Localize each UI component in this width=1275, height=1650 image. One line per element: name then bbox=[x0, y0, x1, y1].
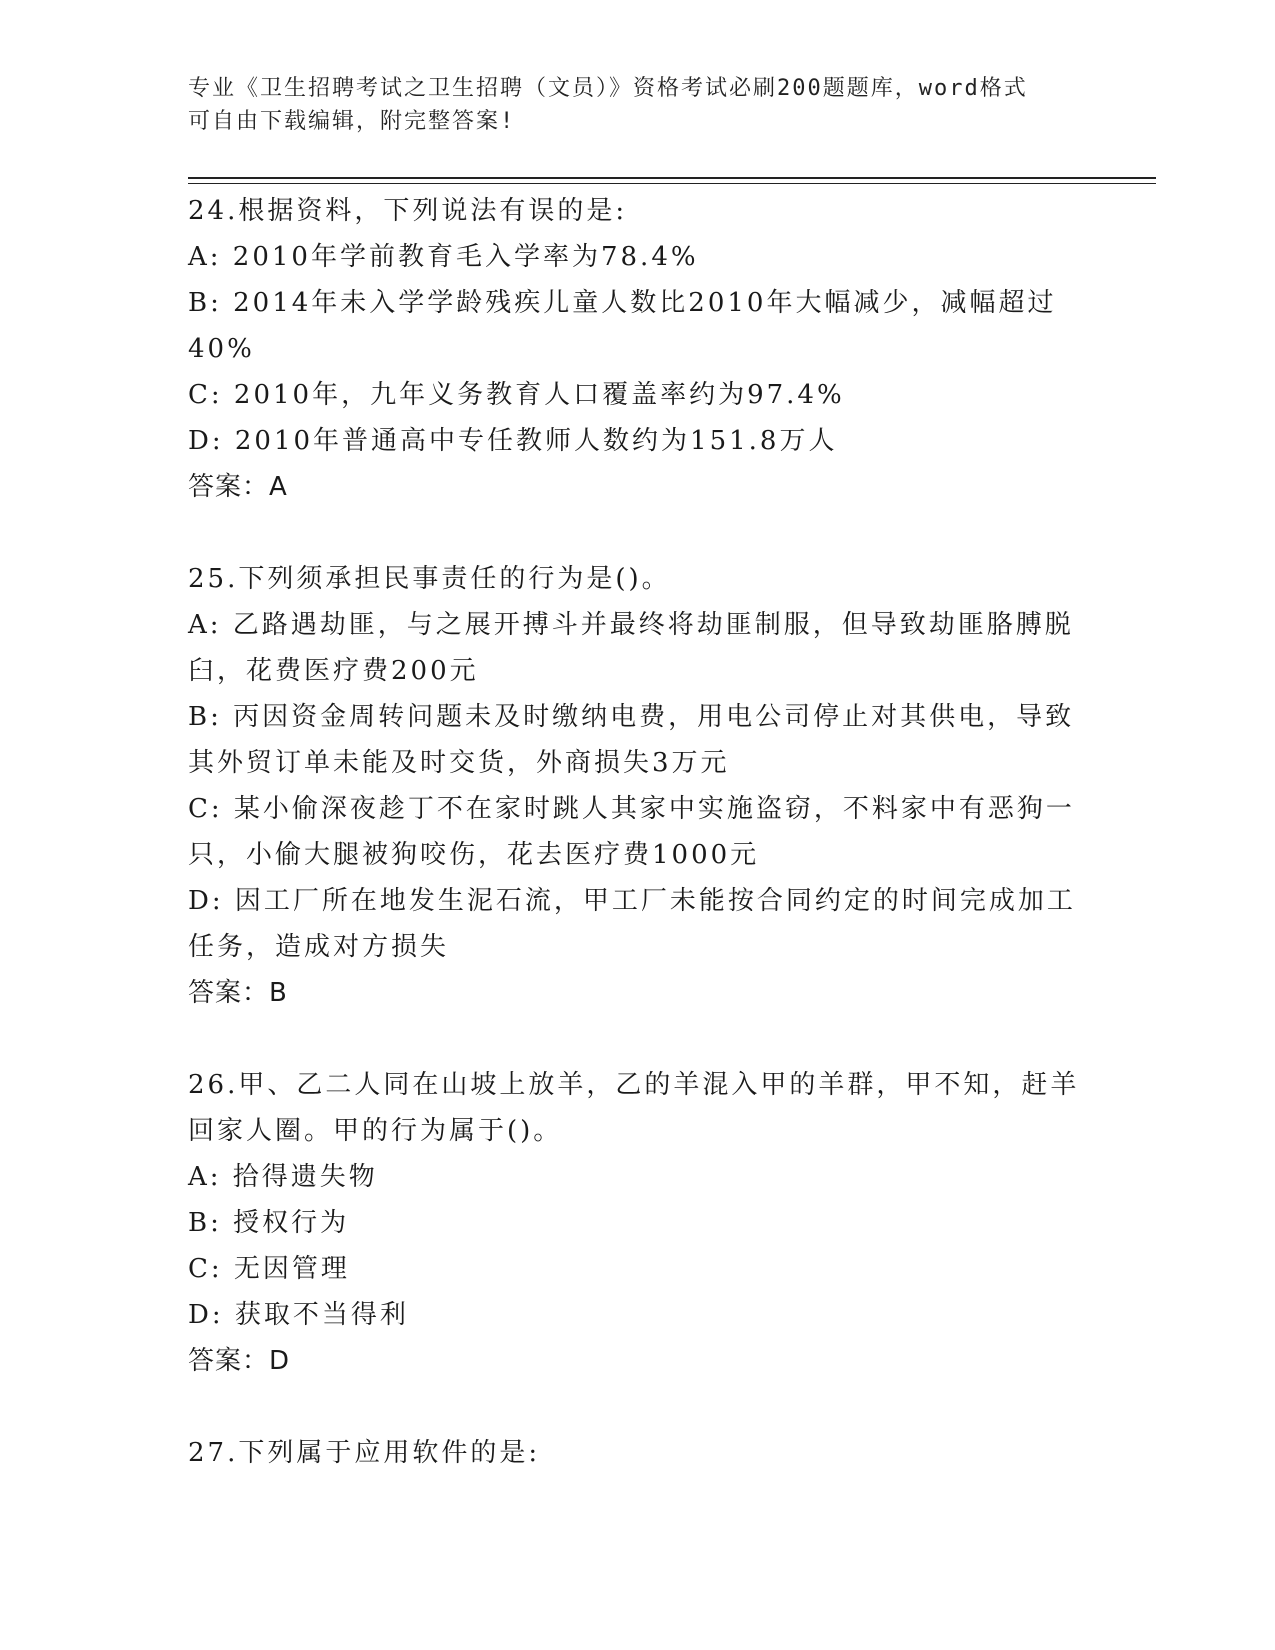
option-d: D: 因工厂所在地发生泥石流，甲工厂未能按合同约定的时间完成加工任务，造成对方损失 bbox=[188, 886, 1076, 962]
answer-line: 答案：A bbox=[188, 472, 288, 502]
question-24 bbox=[188, 188, 1088, 510]
question-stem: 24.根据资料，下列说法有误的是: bbox=[188, 196, 628, 226]
question-25 bbox=[188, 556, 1088, 1016]
question-stem: 27.下列属于应用软件的是: bbox=[188, 1438, 541, 1468]
option-b: B: 2014年未入学学龄残疾儿童人数比2010年大幅减少，减幅超过40% bbox=[188, 288, 1057, 364]
header-divider bbox=[188, 177, 1156, 179]
option-c: C: 无因管理 bbox=[188, 1254, 350, 1284]
option-d: D: 获取不当得利 bbox=[188, 1300, 409, 1330]
header-line-2: 可自由下载编辑，附完整答案! bbox=[188, 109, 516, 134]
answer-line: 答案：B bbox=[188, 978, 288, 1008]
question-stem: 25.下列须承担民事责任的行为是()。 bbox=[188, 564, 671, 594]
option-c: C: 某小偷深夜趁丁不在家时跳人其家中实施盗窃，不料家中有恶狗一只，小偷大腿被狗咬伤，花去医疗费1000元 bbox=[188, 794, 1075, 870]
option-d: D: 2010年普通高中专任教师人数约为151.8万人 bbox=[188, 426, 838, 456]
question-list bbox=[188, 188, 1088, 1522]
option-c: C: 2010年，九年义务教育人口覆盖率约为97.4% bbox=[188, 380, 845, 410]
option-b: B: 丙因资金周转问题未及时缴纳电费，用电公司停止对其供电，导致其外贸订单未能及时交货，外商损失3万元 bbox=[188, 702, 1075, 778]
option-a: A: 2010年学前教育毛入学率为78.4% bbox=[188, 242, 699, 272]
header-line-1: 专业《卫生招聘考试之卫生招聘（文员）》资格考试必刷200题题库，word格式 bbox=[188, 76, 1028, 101]
document-header bbox=[188, 72, 1068, 138]
option-a: A: 乙路遇劫匪，与之展开搏斗并最终将劫匪制服，但导致劫匪胳膊脱臼，花费医疗费200元 bbox=[188, 610, 1074, 686]
answer-line: 答案：D bbox=[188, 1346, 291, 1376]
question-26 bbox=[188, 1062, 1088, 1384]
question-27 bbox=[188, 1430, 1088, 1476]
question-stem: 26.甲、乙二人同在山坡上放羊，乙的羊混入甲的羊群，甲不知，赶羊回家人圈。甲的行为属于()。 bbox=[188, 1070, 1080, 1146]
option-b: B: 授权行为 bbox=[188, 1208, 350, 1238]
header-divider-thin bbox=[188, 183, 1156, 184]
option-a: A: 拾得遗失物 bbox=[188, 1162, 378, 1192]
